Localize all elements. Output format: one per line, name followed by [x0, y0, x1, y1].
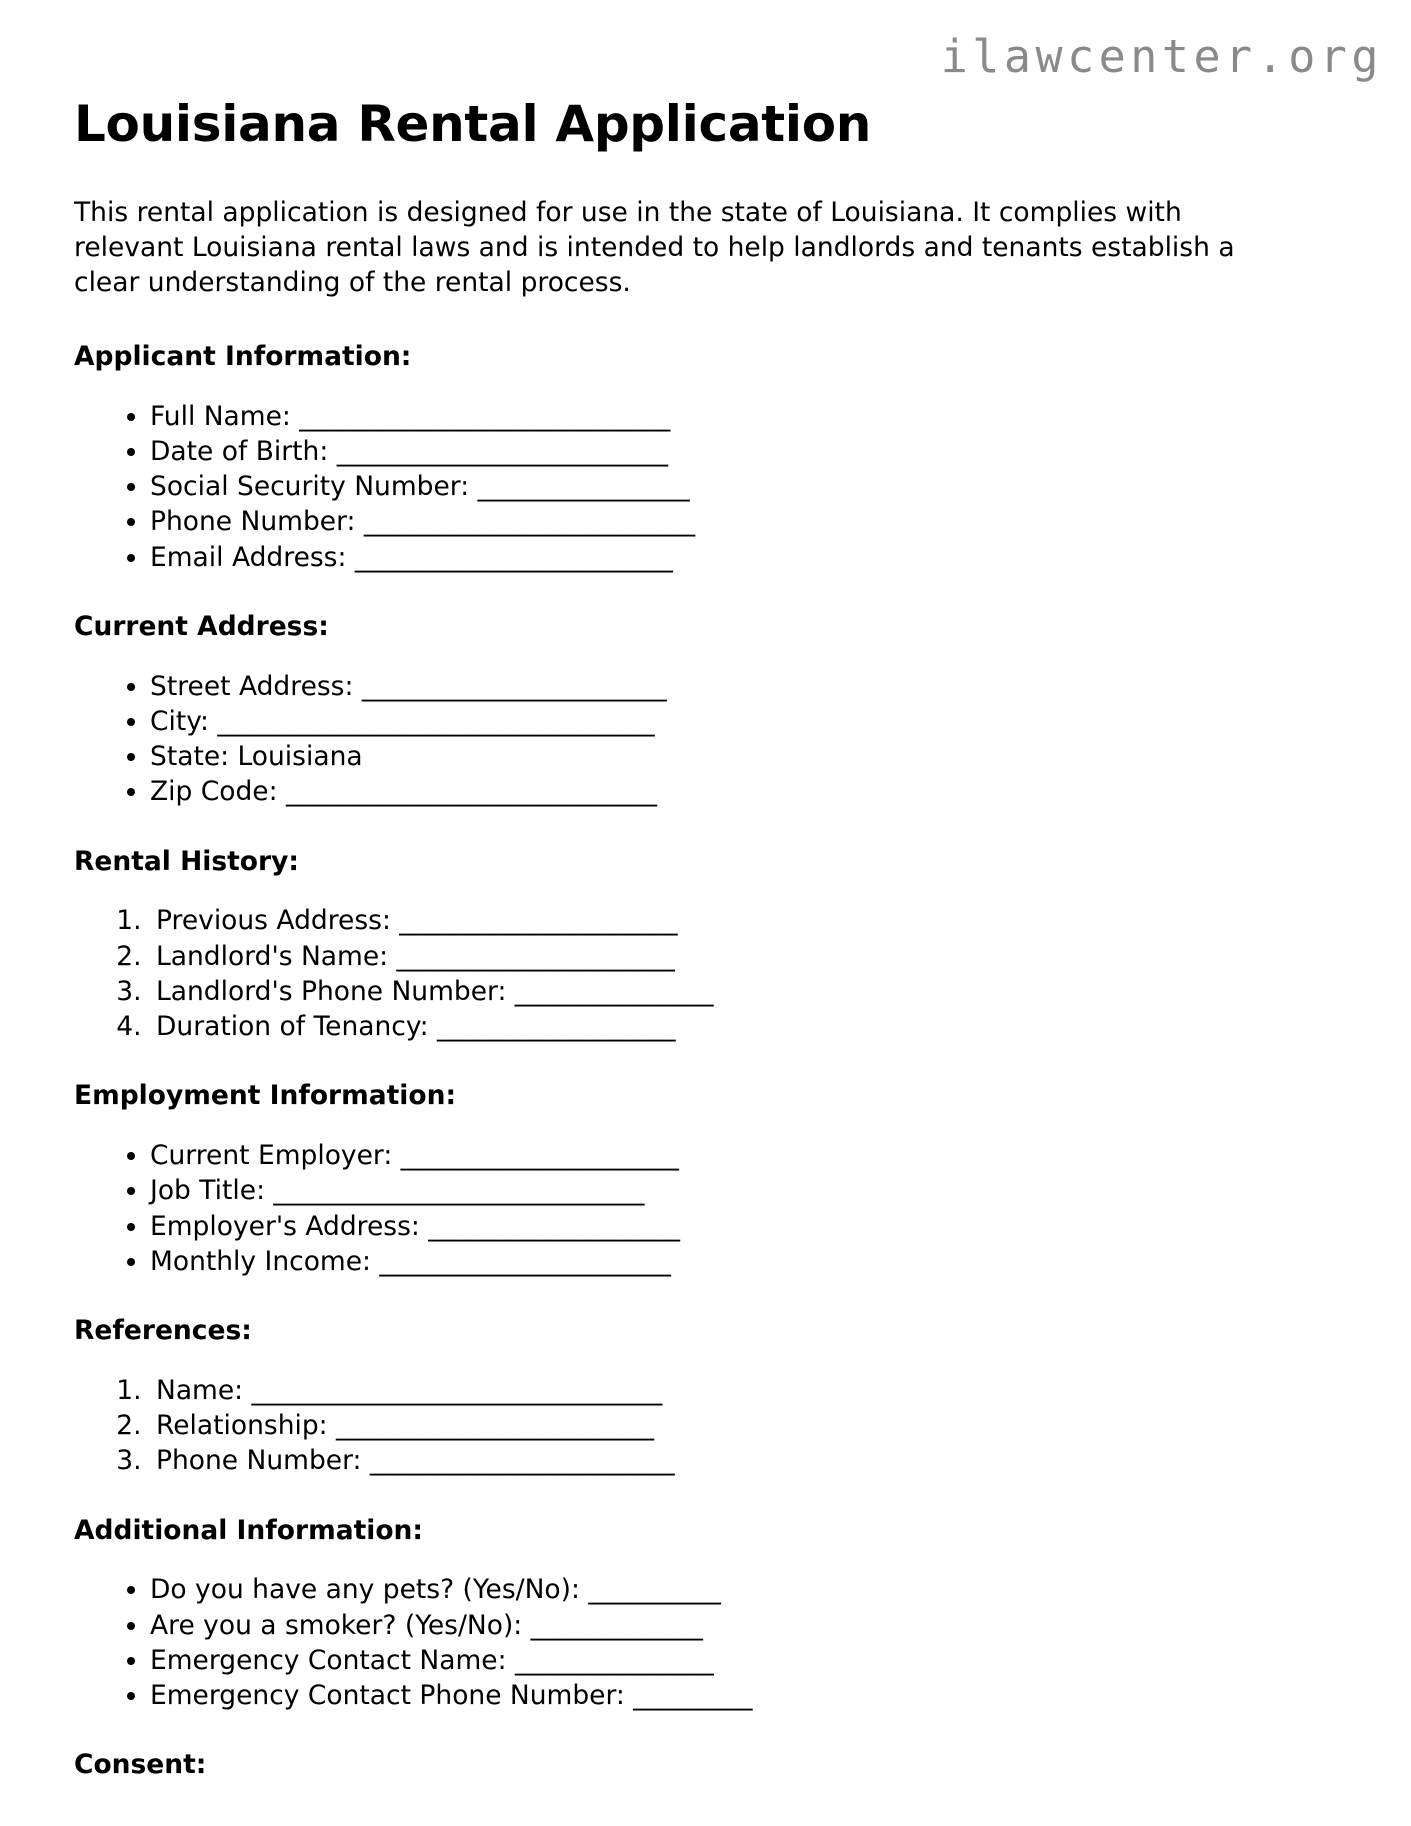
bulleted-field-list — [74, 669, 1339, 810]
section-heading: Employment Information: — [74, 1080, 457, 1112]
form-field-line[interactable]: 2. Landlord's Name: _____________________ — [150, 939, 1339, 974]
form-field-line[interactable]: 1. Previous Address: _____________________ — [150, 903, 1339, 938]
form-section — [74, 1080, 1339, 1279]
bulleted-field-list — [74, 399, 1339, 575]
form-field-line[interactable]: • State: Louisiana — [150, 739, 1339, 774]
numbered-field-list — [74, 903, 1339, 1044]
form-field-line[interactable]: • Full Name: ____________________________ — [150, 399, 1339, 434]
form-field-line[interactable]: • Phone Number: _________________________ — [150, 504, 1339, 539]
form-section — [74, 611, 1339, 810]
form-section — [74, 1515, 1339, 1714]
form-field-line[interactable]: 4. Duration of Tenancy: __________________ — [150, 1009, 1339, 1044]
form-field-line[interactable]: • Employer's Address: ___________________ — [150, 1209, 1339, 1244]
page-title: Louisiana Rental Application — [74, 95, 872, 153]
document-content — [74, 96, 1339, 1807]
form-section — [74, 1315, 1339, 1479]
section-heading: Consent: — [74, 1749, 207, 1781]
intro-paragraph: This rental application is designed for use in the state of Louisiana. It complies with relevant Louisiana rental laws and is intended to help landlords and tenants establish a clear understanding of the rental process. — [74, 197, 1235, 298]
form-field-line[interactable]: • Are you a smoker? (Yes/No): _____________ — [150, 1608, 1339, 1643]
form-field-line[interactable]: 1. Name: _______________________________ — [150, 1373, 1339, 1408]
section-heading: Applicant Information: — [74, 340, 412, 372]
form-section — [74, 341, 1339, 575]
form-field-line[interactable]: • Emergency Contact Phone Number: _________ — [150, 1678, 1339, 1713]
form-section — [74, 846, 1339, 1045]
form-sections — [74, 341, 1339, 1781]
form-field-line[interactable]: • Zip Code: ____________________________ — [150, 774, 1339, 809]
form-field-line[interactable]: • Date of Birth: _________________________ — [150, 434, 1339, 469]
section-heading: References: — [74, 1315, 252, 1347]
form-field-line[interactable]: • Monthly Income: ______________________ — [150, 1244, 1339, 1279]
form-field-line[interactable]: 3. Landlord's Phone Number: _______________ — [150, 974, 1339, 1009]
numbered-field-list — [74, 1373, 1339, 1479]
form-field-line[interactable]: 2. Relationship: ________________________ — [150, 1408, 1339, 1443]
site-watermark: ilawcenter.org — [940, 30, 1383, 83]
bulleted-field-list — [74, 1138, 1339, 1279]
form-field-line[interactable]: • Do you have any pets? (Yes/No): __________ — [150, 1572, 1339, 1607]
form-field-line[interactable]: • Street Address: _______________________ — [150, 669, 1339, 704]
bulleted-field-list — [74, 1572, 1339, 1713]
section-heading: Additional Information: — [74, 1514, 423, 1546]
form-field-line[interactable]: • Email Address: ________________________ — [150, 540, 1339, 575]
form-field-line[interactable]: • City: _________________________________ — [150, 704, 1339, 739]
section-heading: Current Address: — [74, 610, 329, 642]
form-field-line[interactable]: 3. Phone Number: _______________________ — [150, 1443, 1339, 1478]
form-field-line[interactable]: • Current Employer: _____________________ — [150, 1138, 1339, 1173]
form-field-line[interactable]: • Job Title: ____________________________ — [150, 1173, 1339, 1208]
section-heading: Rental History: — [74, 845, 299, 877]
form-section — [74, 1749, 1339, 1781]
form-field-line[interactable]: • Emergency Contact Name: _______________ — [150, 1643, 1339, 1678]
form-field-line[interactable]: • Social Security Number: ________________ — [150, 469, 1339, 504]
